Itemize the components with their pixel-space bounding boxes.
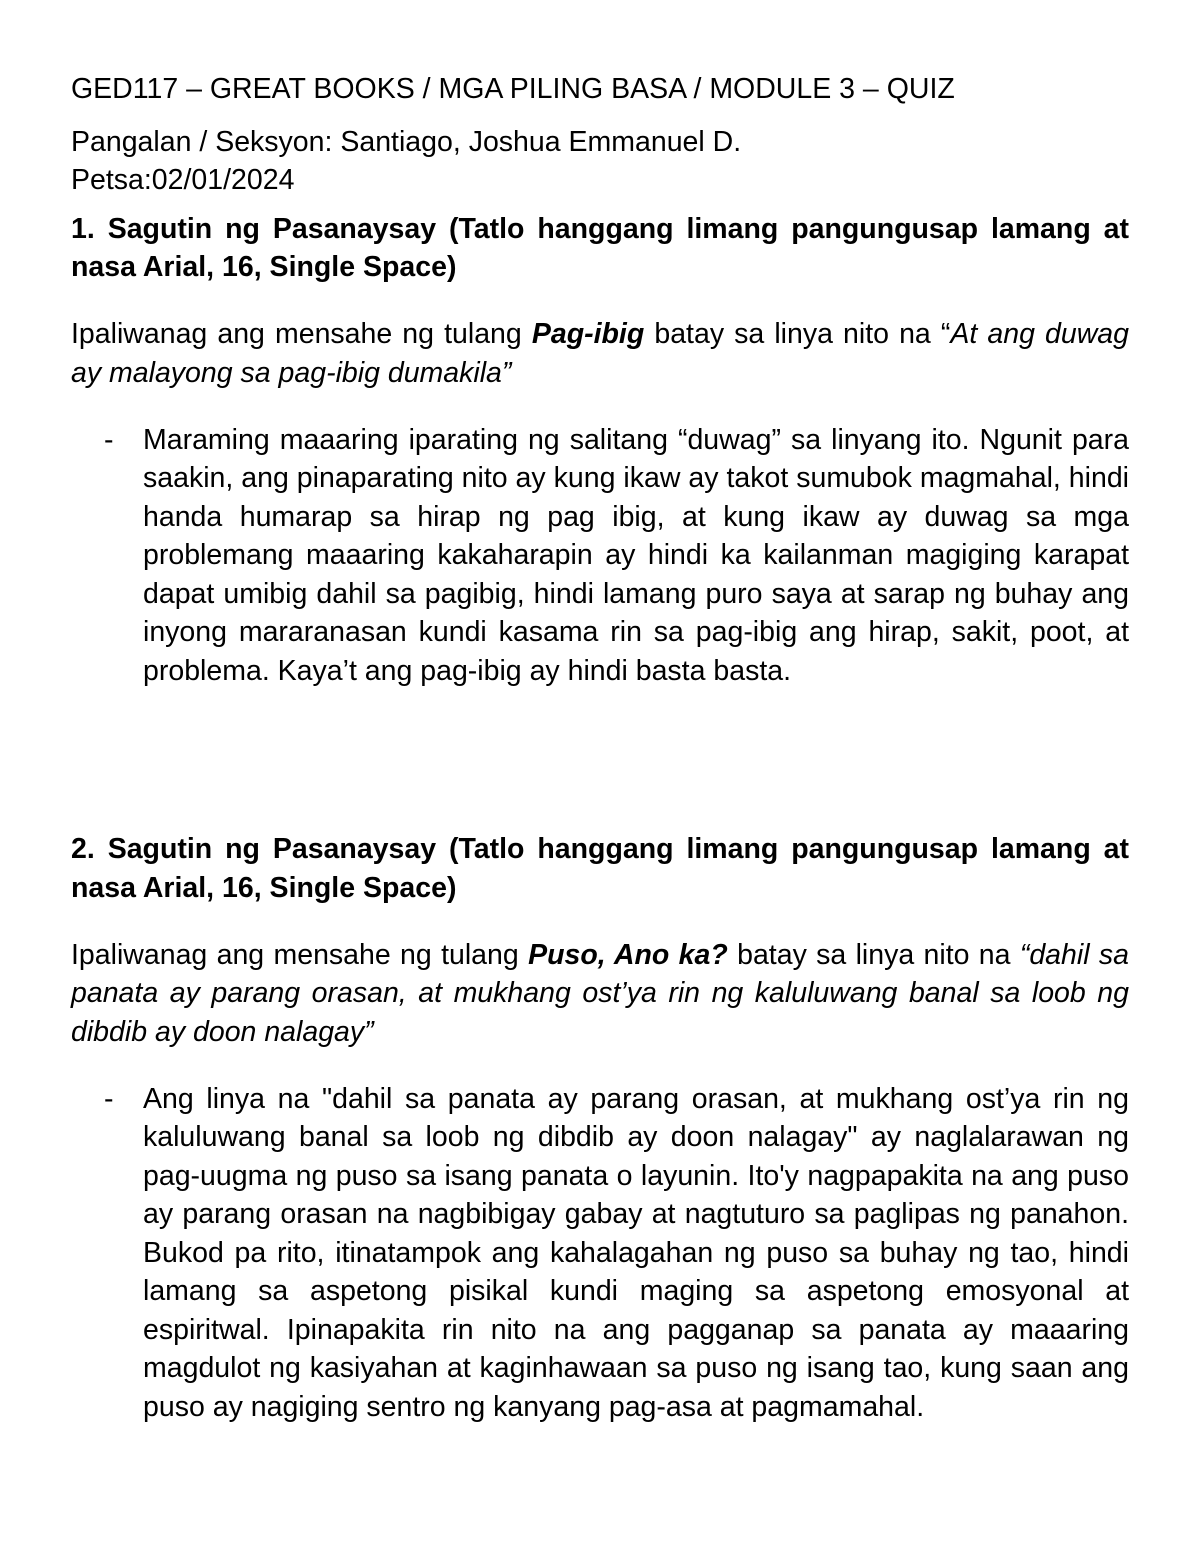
spacer [71, 690, 1129, 820]
name-section-line: Pangalan / Seksyon: Santiago, Joshua Emmanuel D. [71, 125, 742, 158]
bullet-dash: - [104, 1082, 114, 1115]
answer-block [71, 421, 1129, 691]
answer-text: Ang linya na "dahil sa panata ay parang orasan, at mukhang ost’ya rin ng kaluluwang banal sa loob ng dibdib ay doon nalagay" ay naglalarawan ng pag-uugma ng puso sa isang panata o layunin. Ito'y nagpapakita na ang puso ay parang orasan na nagbibigay gabay at nagtuturo sa paglipas ng panahon. Bukod pa rito, itinatampok ang kahalagahan ng puso sa buhay ng tao, hindi lamang sa aspetong pisikal kundi maging sa aspetong emosyonal at espiritwal. Ipinapakita rin nito na ang pagganap sa panata ay maaaring magdulot ng kasiyahan at kaginhawaan sa puso ng isang tao, kung saan ang puso ay nagiging sentro ng kanyang pag-asa at pagmamahal. [143, 1082, 1129, 1423]
question-prompt [71, 936, 1129, 1052]
question-1 [71, 210, 1129, 691]
question-heading: 2. Sagutin ng Pasanaysay (Tatlo hanggang limang pangungusap lamang at nasa Arial, 16, Single Space) [71, 833, 1129, 904]
prompt-middle: batay sa linya nito na [727, 938, 1020, 971]
poem-title: Puso, Ano ka? [528, 938, 728, 971]
quoted-line: At ang duwag ay malayong sa pag-ibig dumakila” [71, 318, 1129, 389]
bullet-dash: - [104, 423, 114, 456]
answer-text: Maraming maaaring iparating ng salitang “duwag” sa linyang ito. Ngunit para saakin, ang pinaparating nito ay kung ikaw ay takot sumubok magmahal, hindi handa humarap sa hirap ng pag ibig, at kung ikaw ay duwag sa mga problemang maaaring kakaharapin ay hindi ka kailanman magiging karapat dapat umibig dahil sa pagibig, hindi lamang puro saya at sarap ng buhay ang inyong mararanasan kundi kasama rin sa pag-ibig ang hirap, sakit, poot, at problema. Kaya’t ang pag-ibig ay hindi basta basta. [143, 423, 1129, 687]
date-line: Petsa:02/01/2024 [71, 164, 295, 196]
document-title: GED117 – GREAT BOOKS / MGA PILING BASA / MODULE 3 – QUIZ [71, 73, 955, 105]
prompt-prefix: Ipaliwanag ang mensahe ng tulang [71, 938, 529, 971]
question-2 [71, 830, 1129, 1426]
answer-block [71, 1080, 1129, 1427]
prompt-middle: batay sa linya nito na “ [644, 318, 951, 350]
question-prompt [71, 315, 1129, 392]
prompt-prefix: Ipaliwanag ang mensahe ng tulang [71, 318, 532, 350]
document-page [71, 70, 1129, 1426]
poem-title: Pag-ibig [531, 318, 645, 350]
quoted-line: “dahil sa panata ay parang orasan, at mukhang ost’ya rin ng kaluluwang banal sa loob ng dibdib ay doon nalagay” [71, 938, 1129, 1048]
question-heading: 1. Sagutin ng Pasanaysay (Tatlo hanggang limang pangungusap lamang at nasa Arial, 16, Single Space) [71, 212, 1129, 283]
